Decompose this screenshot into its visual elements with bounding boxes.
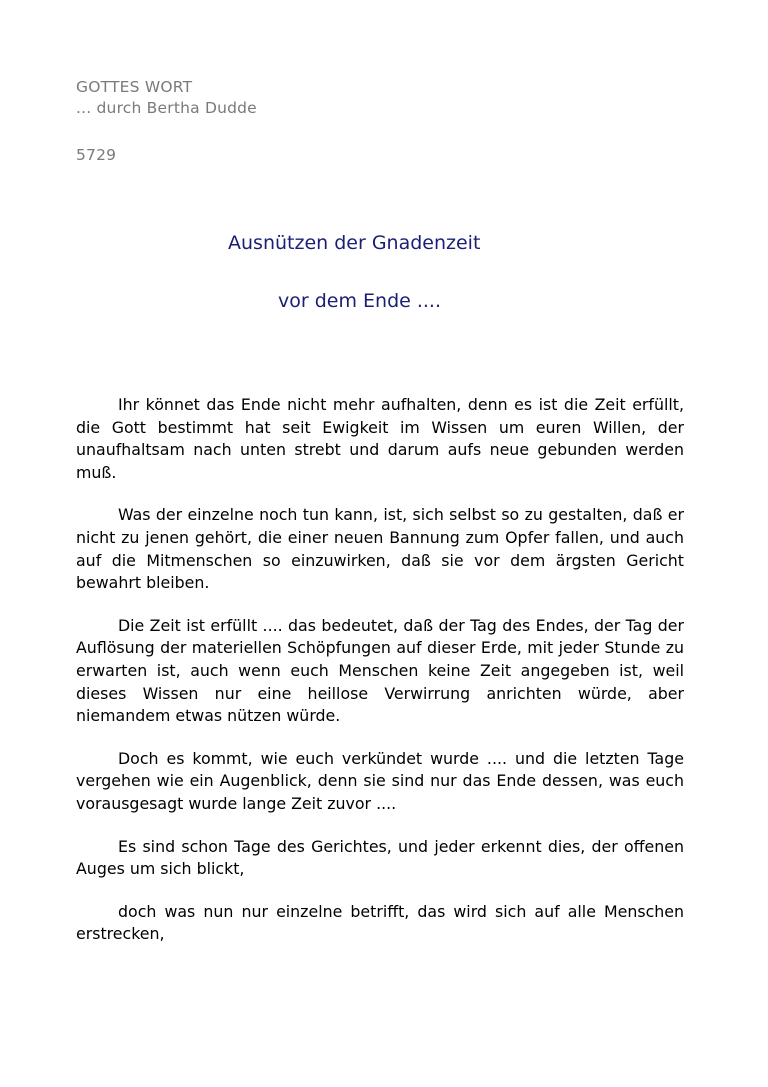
header-title: GOTTES WORT	[76, 78, 193, 96]
paragraph: Ihr könnet das Ende nicht mehr aufhalten, denn es ist die Zeit erfüllt, die Gott bestimmt hat seit Ewigkeit im Wissen um euren Willen, der unaufhaltsam nach unten strebt und darum aufs neue gebunden werden muß.	[76, 395, 684, 482]
page-subtitle: vor dem Ende ....	[278, 290, 442, 312]
paragraph: Es sind schon Tage des Gerichtes, und jeder erkennt dies, der offenen Auges um sich blickt,	[76, 836, 684, 879]
paragraph: Die Zeit ist erfüllt .... das bedeutet, daß der Tag des Endes, der Tag der Auflösung der materiellen Schöpfungen auf dieser Erde, mit jeder Stunde zu erwarten ist, auch wenn euch Menschen keine Zeit angegeben ist, weil dieses Wissen nur eine heillose Verwirrung anrichten würde, aber niemandem etwas nützen würde.	[76, 615, 684, 726]
paragraph: Doch es kommt, wie euch verkündet wurde .... und die letzten Tage vergehen wie ein Augenblick, denn sie sind nur das Ende dessen, was euch vorausgesagt wurde lange Zeit zuvor ....	[76, 748, 684, 813]
document-number: 5729	[76, 146, 117, 164]
paragraph: Was der einzelne noch tun kann, ist, sich selbst so zu gestalten, daß er nicht zu jenen gehört, die einer neuen Bannung zum Opfer fallen, und auch auf die Mitmenschen so einzuwirken, daß sie vor dem ärgsten Gericht bewahrt bleiben.	[76, 505, 684, 593]
page-title: Ausnützen der Gnadenzeit	[228, 232, 481, 254]
paragraph: doch was nun nur einzelne betrifft, das wird sich auf alle Menschen erstrecken,	[76, 901, 684, 944]
body-text	[76, 394, 684, 966]
header-author: ... durch Bertha Dudde	[76, 99, 257, 117]
